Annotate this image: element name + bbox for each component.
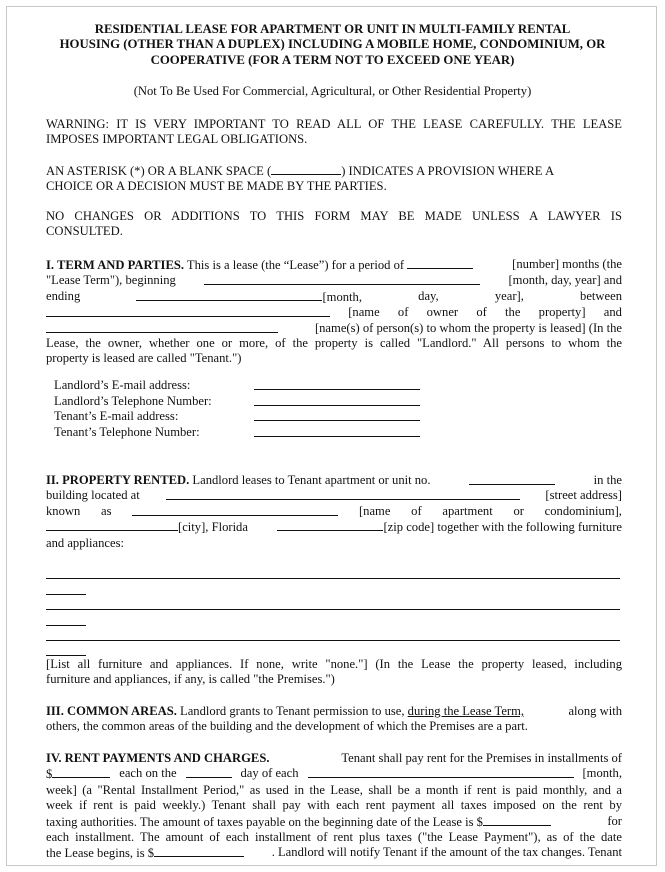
- tenant-email-label: Tenant’s E-mail address:: [54, 409, 179, 424]
- s2-text-1: Landlord leases to Tenant apartment or unit no.: [192, 473, 431, 487]
- s4-text-1: Tenant shall pay rent for the Premises in installments of: [341, 751, 622, 765]
- s4-text-9: for: [607, 813, 622, 828]
- building-name-field[interactable]: [132, 504, 338, 516]
- tenant-email-field[interactable]: [254, 420, 420, 421]
- s4-tax-group: [46, 814, 551, 830]
- s3-line-1: [46, 704, 622, 719]
- s2-text-8: of: [411, 503, 422, 518]
- s2-zip-group: [277, 519, 622, 535]
- contact-info-list: [54, 378, 474, 441]
- s4-line-5: [46, 814, 622, 830]
- s1-text-3: "Lease Term"), beginning: [46, 273, 176, 288]
- contact-row: [54, 394, 474, 410]
- section-4-heading: IV. RENT PAYMENTS AND CHARGES.: [46, 751, 270, 765]
- document-title: [40, 22, 625, 68]
- furniture-line[interactable]: [46, 578, 620, 579]
- s1-line-1-left: [46, 257, 473, 273]
- asterisk-paragraph: [46, 163, 622, 195]
- s1-line-4: [46, 305, 622, 320]
- section-3-heading: III. COMMON AREAS.: [46, 704, 177, 718]
- s4-line-2: [46, 766, 622, 782]
- s1-line-7: property is leased are called "Tenant."): [46, 351, 242, 366]
- period-field[interactable]: [308, 766, 574, 778]
- document-subtitle: (Not To Be Used For Commercial, Agricultural, or Other Residential Property): [133, 84, 532, 98]
- s2-line-2: [46, 488, 622, 503]
- s1-text-12: owner: [426, 305, 459, 320]
- landlord-email-label: Landlord’s E-mail address:: [54, 378, 191, 392]
- title-line-2: HOUSING (OTHER THAN A DUPLEX) INCLUDING A MOBILE HOME, CONDOMINIUM, OR: [59, 37, 606, 52]
- warning-paragraph: [46, 117, 622, 148]
- s1-line-1: [46, 257, 622, 273]
- title-line-1: RESIDENTIAL LEASE FOR APARTMENT OR UNIT IN MULTI-FAMILY RENTAL: [94, 22, 571, 36]
- asterisk-text-b: ) INDICATES A PROVISION WHERE A: [341, 164, 555, 178]
- s4-text-5: [month,: [582, 766, 622, 781]
- s1-text-9: between: [580, 288, 622, 303]
- landlord-phone-field[interactable]: [254, 405, 420, 406]
- s4-payment-group: [46, 845, 244, 861]
- s2-text-9: apartment: [442, 503, 493, 518]
- section-rent-payments: [46, 751, 622, 862]
- warning-line-2: IMPOSES IMPORTANT LEGAL OBLIGATIONS.: [46, 132, 308, 147]
- s1-line-2: [46, 273, 622, 288]
- s1-text-17: [name(s) of person(s) to whom the property is leased] (In the: [314, 320, 622, 335]
- s2-line-7: furniture and appliances, if any, is called "the Premises."): [46, 672, 335, 687]
- s2-line-6: [List all furniture and appliances. If none, write "none."] (In the Lease the property leased, including: [46, 657, 622, 671]
- s1-text-2: [number] months (the: [512, 257, 622, 271]
- s4-text-12: . Landlord will notify Tenant if the amount of the tax changes. Tenant: [271, 845, 622, 860]
- s3-line-2: others, the common areas of the building and the development of which the Premises are a part.: [46, 719, 528, 734]
- s1-text-6: [month,: [322, 289, 362, 304]
- s4-line-3: week] (a "Rental Installment Period," as used in the Lease, shall be a month if rent is paid monthly, and a: [46, 782, 622, 797]
- s2-line-1: [46, 473, 622, 488]
- furniture-line-short[interactable]: [46, 625, 86, 626]
- s2-text-5: known: [46, 503, 81, 518]
- furniture-note: [46, 657, 622, 688]
- no-changes-line-1: NO CHANGES OR ADDITIONS TO THIS FORM MAY BE MADE UNLESS A LAWYER IS: [46, 209, 622, 223]
- section-1-heading: I. TERM AND PARTIES.: [46, 258, 184, 272]
- s4-line-7: [46, 845, 622, 861]
- s3-text-1: Landlord grants to Tenant permission to use,: [180, 704, 405, 718]
- s1-text-16: and: [603, 305, 622, 320]
- s2-text-6: as: [101, 503, 112, 518]
- contact-row: [54, 409, 474, 425]
- s2-text-12: [city], Florida: [178, 520, 248, 535]
- asterisk-line-1: [46, 163, 622, 179]
- s2-text-7: [name: [358, 503, 391, 518]
- s4-text-3: each on the: [119, 766, 177, 781]
- s2-text-11: condominium],: [544, 503, 622, 518]
- section-common-areas: [46, 704, 622, 735]
- s2-line-5: and appliances:: [46, 535, 124, 550]
- landlord-phone-label: Landlord’s Telephone Number:: [54, 393, 212, 408]
- blank-space-field[interactable]: [271, 163, 341, 175]
- s4-line-6: each installment. The amount of each installment of rent plus taxes ("the Lease Payment"), as of the date: [46, 830, 622, 845]
- s4-text-2: $: [46, 767, 53, 782]
- lease-payment-field[interactable]: [154, 845, 244, 857]
- s1-text-13: of: [476, 305, 487, 320]
- s1-text-10: [name: [348, 305, 380, 320]
- landlord-email-field[interactable]: [254, 389, 420, 390]
- lease-begin-date-field[interactable]: [204, 273, 480, 285]
- s2-city-group: [46, 519, 248, 535]
- tenant-phone-field[interactable]: [254, 436, 420, 437]
- asterisk-text-a-content: AN ASTERISK (*) OR A BLANK SPACE (: [46, 164, 272, 178]
- rent-amount-field[interactable]: [52, 766, 110, 778]
- s3-text-2: during the Lease Term,: [407, 704, 525, 718]
- s4-line-4: week if rent is paid weekly.) Tenant shall pay with each rent payment all taxes imposed on the rent by: [46, 798, 622, 813]
- zip-code-field[interactable]: [277, 519, 383, 531]
- no-changes-line-2: CONSULTED.: [46, 224, 123, 239]
- s1-text-8: year],: [494, 288, 524, 303]
- s1-text-4: [month, day, year] and: [508, 273, 622, 288]
- contact-row: [54, 378, 474, 394]
- s1-text-15: property]: [538, 305, 586, 320]
- no-changes-paragraph: [46, 209, 622, 240]
- s2-text-10: or: [513, 503, 524, 518]
- furniture-line[interactable]: [46, 640, 620, 641]
- s4-text-4: day of each: [240, 766, 299, 781]
- title-line-3: COOPERATIVE (FOR A TERM NOT TO EXCEED ONE YEAR): [150, 52, 515, 67]
- s4-text-11: the Lease begins, is $: [46, 846, 155, 861]
- s1-text-14: the: [505, 305, 521, 320]
- lease-period-field[interactable]: [407, 257, 473, 269]
- tenant-names-field[interactable]: [46, 321, 278, 333]
- street-address-field[interactable]: [166, 488, 520, 500]
- asterisk-line-2: CHOICE OR A DECISION MUST BE MADE BY THE PARTIES.: [46, 179, 387, 194]
- s1-line-5: [46, 321, 622, 336]
- section-property-rented: [46, 473, 622, 551]
- s2-text-13: [zip code] together with the following furniture: [383, 520, 622, 535]
- s4-text-8: taxing authorities. The amount of taxes payable on the beginning date of the Lease is $: [46, 814, 483, 829]
- tenant-phone-label: Tenant’s Telephone Number:: [54, 425, 200, 440]
- furniture-line-short[interactable]: [46, 594, 86, 595]
- s2-line-1-left: [46, 473, 431, 488]
- city-field[interactable]: [46, 519, 178, 531]
- s2-text-2: in the: [593, 473, 622, 487]
- furniture-line[interactable]: [46, 609, 620, 610]
- contact-row: [54, 425, 474, 441]
- s2-text-4: [street address]: [545, 488, 622, 503]
- s4-amount-group: [46, 766, 110, 782]
- section-2-heading: II. PROPERTY RENTED.: [46, 473, 190, 487]
- landlord-name-field[interactable]: [46, 305, 330, 317]
- warning-line-1: WARNING: IT IS VERY IMPORTANT TO READ ALL OF THE LEASE CAREFULLY. THE LEASE: [46, 117, 622, 131]
- s3-text-3: along with: [568, 704, 622, 718]
- s1-line-6: Lease, the owner, whether one or more, of the property is called "Landlord." All persons to whom the: [46, 336, 622, 351]
- lease-end-date-field[interactable]: [136, 289, 322, 301]
- s2-text-3: building located at: [46, 488, 140, 503]
- furniture-line-short[interactable]: [46, 655, 86, 656]
- payment-day-field[interactable]: [186, 766, 232, 778]
- tax-amount-field[interactable]: [483, 814, 551, 826]
- section-term-and-parties: [46, 257, 622, 367]
- s1-text-7: day,: [418, 288, 439, 303]
- s2-line-4: [46, 519, 622, 535]
- s2-line-3: [46, 504, 622, 519]
- s1-line-3: [46, 289, 622, 305]
- asterisk-text-a: [46, 163, 554, 179]
- s4-line-1: [46, 751, 622, 766]
- unit-number-field[interactable]: [469, 473, 555, 485]
- s1-end-group: [136, 289, 362, 305]
- s1-text-11: of: [397, 305, 409, 320]
- s1-text-1: This is a lease (the “Lease”) for a period of: [186, 258, 405, 272]
- s1-text-5: ending: [46, 288, 81, 303]
- s3-line-1-left: [46, 704, 524, 719]
